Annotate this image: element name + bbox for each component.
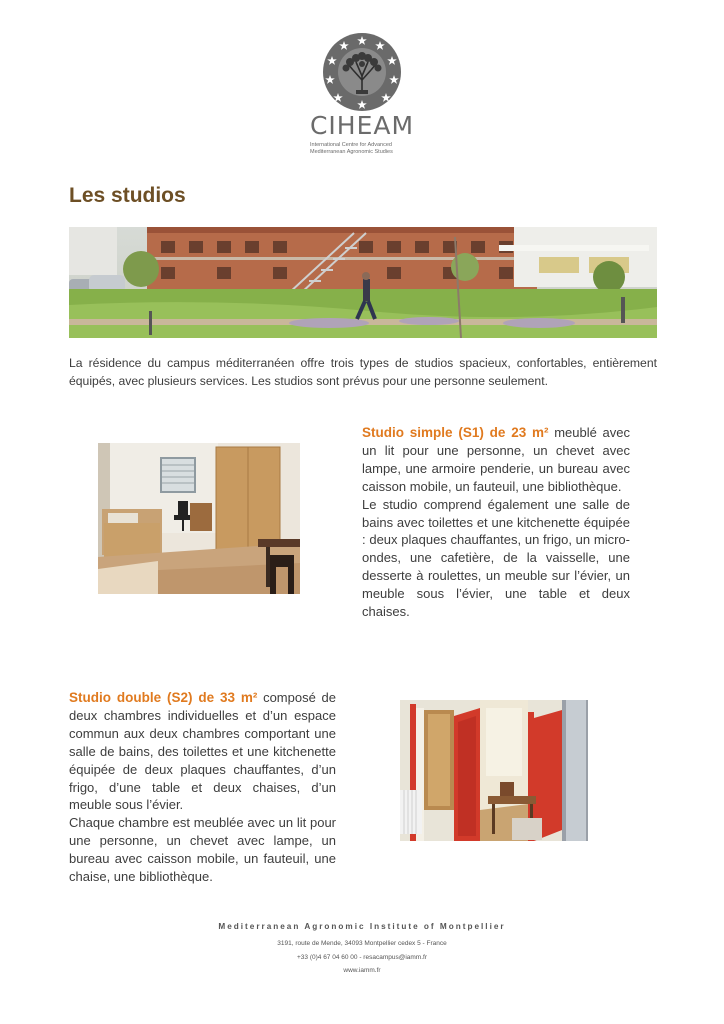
studio-double-details: Chaque chambre est meublée avec un lit pour une personne, un chevet avec lampe, un bureau avec caisson mobile, un fauteuil, une chaise, une bibliothèque. <box>69 815 336 885</box>
studio-double-paragraph <box>69 689 336 814</box>
studio-simple-details: Le studio comprend également une salle de bains avec toilettes et une kitchenette équipée : deux plaques chauffantes, un frigo, un micro-ondes, une cafetière, de la vaisselle, une desserte à roulettes, un meuble sur l’évier, un meuble sous l’évier, une table et deux chaises. <box>362 496 630 620</box>
logo-subtitle <box>310 142 420 155</box>
logo-subtitle-line1: International Centre for Advanced <box>310 142 392 148</box>
logo-subtitle-line2: Mediterranean Agronomic Studies <box>310 148 393 155</box>
studio-simple-title: Studio simple (S1) de 23 m² <box>362 425 549 440</box>
studio-double-text: composé de deux chambres individuelles et d’un espace commun aux deux chambres comportant une salle de bains, des toilettes et une kitchenette équipée de deux plaques chauffantes, d’un frigo, d’une table et deux chaises, d’un meuble sous l’évier. <box>69 690 337 813</box>
studio-double-photo <box>400 700 588 841</box>
footer-address: 3191, route de Mende, 34093 Montpellier cedex 5 - France <box>277 940 447 947</box>
campus-banner-photo <box>69 227 657 338</box>
studio-simple-text: meublé avec un lit pour une personne, un chevet avec lampe, une armoire penderie, un bureau avec caisson mobile, un fauteuil, une bibliothèque. <box>362 425 630 494</box>
footer-contact: +33 (0)4 67 04 60 00 - resacampus@iamm.fr <box>297 954 427 961</box>
logo-name: CIHEAM <box>309 111 415 140</box>
footer-organization: Mediterranean Agronomic Institute of Montpellier <box>218 922 506 931</box>
studio-simple-description <box>362 424 630 621</box>
ciheam-logo <box>300 32 424 156</box>
olive-tree-emblem-icon <box>322 32 402 112</box>
page-title: Les studios <box>69 184 186 207</box>
studio-double-description <box>69 689 336 886</box>
intro-paragraph: La résidence du campus méditerranéen offre trois types de studios spacieux, confortables, entièrement équipés, avec plusieurs services. Les studios sont prévus pour une personne seulement. <box>69 356 657 388</box>
studio-simple-photo <box>98 443 300 594</box>
studio-simple-paragraph <box>362 424 630 496</box>
studio-double-title: Studio double (S2) de 33 m² <box>69 690 258 705</box>
footer-website: www.iamm.fr <box>343 967 381 974</box>
